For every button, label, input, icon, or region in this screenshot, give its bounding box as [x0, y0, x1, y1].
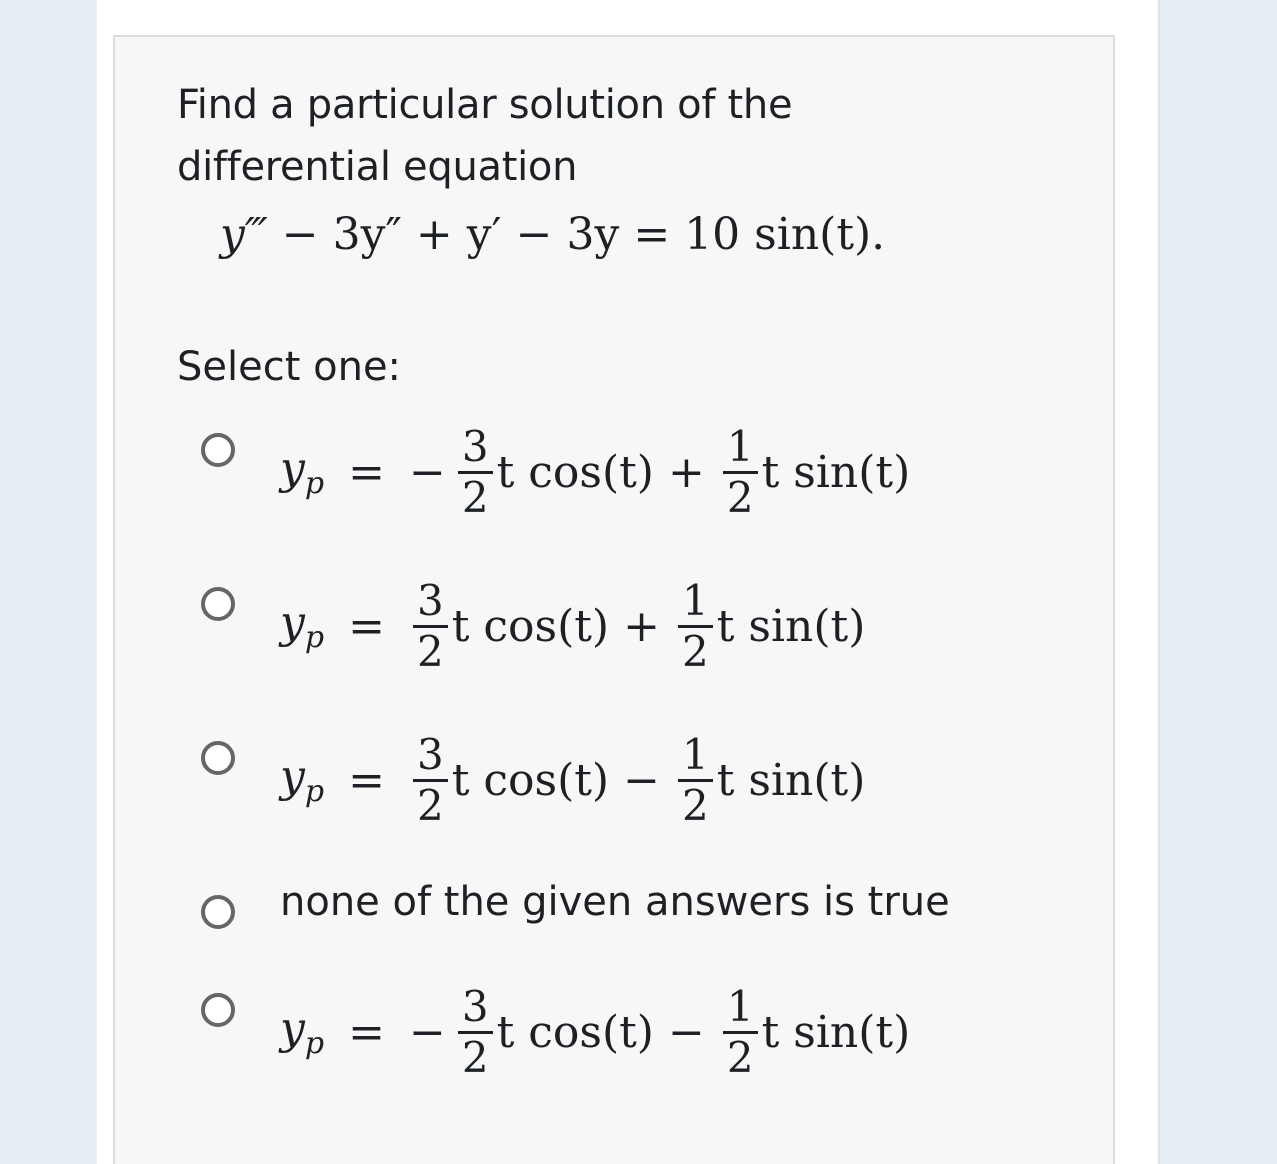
fraction-denominator: 2 [461, 1032, 489, 1082]
equation-term: − 3y″ [281, 209, 402, 260]
fraction [413, 731, 448, 830]
option-sub: p [304, 774, 325, 809]
option-2-radio[interactable] [201, 587, 235, 621]
select-one-label: Select one: [177, 344, 402, 390]
option-term: t sin(t) [716, 600, 866, 652]
fraction-numerator: 1 [726, 981, 754, 1031]
option-equals: = [348, 446, 385, 498]
fraction-denominator: 2 [726, 472, 754, 522]
option-lhs: y [280, 597, 305, 648]
option-sign: − [408, 446, 446, 498]
fraction-numerator: 1 [681, 575, 709, 625]
fraction [678, 577, 713, 676]
option-4-label[interactable]: none of the given answers is true [280, 879, 950, 925]
fraction-numerator: 1 [681, 729, 709, 779]
option-1-radio[interactable] [201, 433, 235, 467]
fraction-denominator: 2 [681, 780, 709, 830]
option-lhs: y [280, 751, 305, 802]
fraction-numerator: 3 [461, 981, 489, 1031]
fraction-denominator: 2 [416, 626, 444, 676]
option-sign: − [408, 1006, 446, 1058]
option-2-formula[interactable] [280, 566, 865, 686]
option-sub: p [304, 1026, 325, 1061]
option-lhs: y [280, 1003, 305, 1054]
option-term: t cos(t) [496, 1006, 654, 1058]
option-operator: + [667, 446, 705, 498]
option-4-radio[interactable] [201, 895, 235, 929]
option-term: t sin(t) [716, 754, 866, 806]
option-equals: = [348, 1006, 385, 1058]
option-1-formula[interactable] [280, 412, 910, 532]
option-sub: p [304, 620, 325, 655]
option-equals: = [348, 600, 385, 652]
option-3-radio[interactable] [201, 741, 235, 775]
option-term: t cos(t) [451, 754, 610, 806]
option-lhs: y [280, 443, 305, 494]
fraction-numerator: 3 [416, 575, 444, 625]
fraction-numerator: 3 [461, 421, 489, 471]
fraction [458, 983, 493, 1082]
option-term: t cos(t) [451, 600, 610, 652]
equation-term: + y′ [415, 209, 502, 260]
option-operator: − [623, 754, 660, 806]
option-3-formula[interactable] [280, 720, 865, 840]
option-term: t sin(t) [761, 446, 911, 498]
equation-equals: = [633, 209, 671, 260]
fraction [413, 577, 448, 676]
fraction-denominator: 2 [461, 472, 489, 522]
question-prompt: Find a particular solution of the differential equation [177, 82, 793, 190]
fraction [458, 423, 493, 522]
option-term: t sin(t) [761, 1006, 911, 1058]
option-5-formula[interactable] [280, 972, 910, 1092]
option-5-radio[interactable] [201, 993, 235, 1027]
option-equals: = [348, 754, 385, 806]
option-operator: − [667, 1006, 705, 1058]
equation-term: − 3y [515, 209, 620, 260]
option-term: t cos(t) [496, 446, 654, 498]
equation-term: y‴ [220, 209, 268, 260]
fraction-denominator: 2 [726, 1032, 754, 1082]
differential-equation [220, 205, 885, 265]
fraction [723, 423, 758, 522]
fraction-numerator: 1 [726, 421, 754, 471]
fraction-numerator: 3 [416, 729, 444, 779]
option-sub: p [304, 466, 325, 501]
fraction [678, 731, 713, 830]
equation-rhs: 10 sin(t). [684, 209, 886, 260]
fraction-denominator: 2 [681, 626, 709, 676]
fraction [723, 983, 758, 1082]
fraction-denominator: 2 [416, 780, 444, 830]
option-operator: + [623, 600, 660, 652]
